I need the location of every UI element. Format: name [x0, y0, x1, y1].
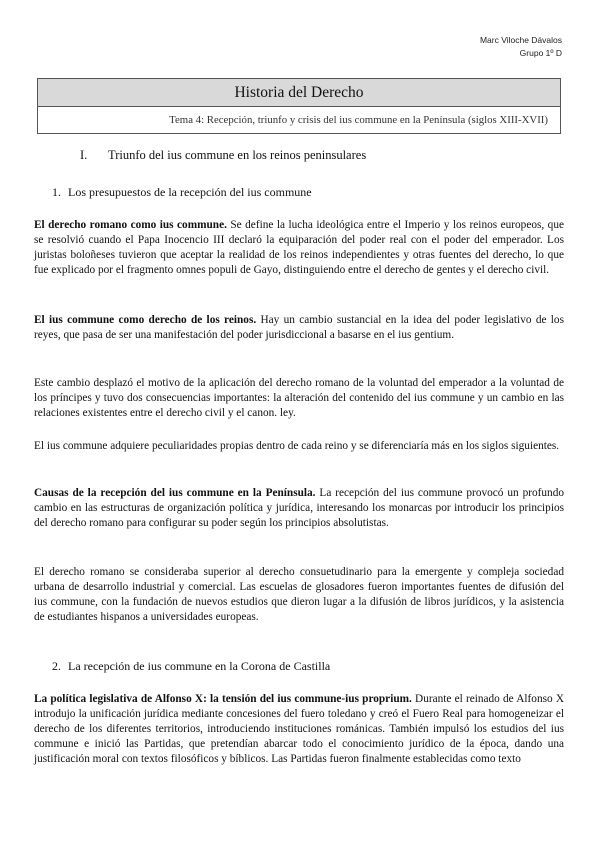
document-subtitle: Tema 4: Recepción, triunfo y crisis del ius commune en la Península (siglos XIII-XVII): [169, 114, 548, 126]
subsection-number: 2.: [52, 659, 61, 673]
section-number: I.: [80, 148, 88, 162]
paragraph-lead: El derecho romano como ius commune.: [34, 219, 227, 231]
paragraph-body: Durante el reinado de Alfonso X introdujo la unificación jurídica mediante concesiones del fuero toledano y creó el Fuero Real para homogeneizar el derecho de los diferentes territorios, introduciendo instituciones románicas. También impulsó los estudios del ius commune e inició las Partidas, que pretendían abarcar todo el conocimiento jurídico de la época, dando una justificación moral con textos filosóficos y bíblicos. Las Partidas fueron finalmente establecidas como texto: [34, 693, 564, 765]
title-box: [37, 78, 561, 134]
subsection-title: Los presupuestos de la recepción del ius commune: [68, 185, 312, 199]
paragraph-lead: La política legislativa de Alfonso X: la tensión del ius commune-ius proprium.: [34, 693, 412, 705]
subsection-number: 1.: [52, 185, 61, 199]
author-block: [480, 34, 562, 60]
paragraph-body: El ius commune adquiere peculiaridades propias dentro de cada reino y se diferenciaría más en los siglos siguientes.: [34, 440, 560, 452]
paragraph-body: La recepción del ius commune provocó un profundo cambio en las estructuras de organización política y jurídica, interesando los monarcas por introducir los principios del derecho romano para configurar su poder según los principios absolutistas.: [34, 487, 564, 529]
paragraph-lead: Causas de la recepción del ius commune en la Península.: [34, 487, 316, 499]
paragraph-lead: El ius commune como derecho de los reinos.: [34, 314, 257, 326]
section-heading: [80, 148, 366, 163]
paragraph-3: [34, 376, 564, 421]
group-label: Grupo 1º D: [519, 48, 562, 58]
paragraph-4: [34, 439, 564, 454]
paragraph-body: Este cambio desplazó el motivo de la aplicación del derecho romano de la voluntad del emperador a la voluntad de los príncipes y tuvo dos consecuencias importantes: la alteración del contenido del ius commune y un cambio en las relaciones existentes entre el derecho civil y el canon. ley.: [34, 377, 564, 419]
author-name: Marc Viloche Dávalos: [479, 35, 562, 45]
paragraph-7: [34, 692, 564, 767]
paragraph-2: [34, 313, 564, 343]
subsection-heading-2: [52, 659, 330, 674]
paragraph-body: Se define la lucha ideológica entre el Imperio y los reinos europeos, que se resolvió cuando el Papa Inocencio III declaró la equiparación del poder real con el poder del emperador. Los juristas boloñeses tuvieron que aceptar la realidad de los reinos independientes y otras fuentes del derecho, lo que fue explicado por el fragmento omnes populi de Gayo, distinguiendo entre el derecho de gentes y el derecho civil.: [34, 219, 564, 276]
section-title: Triunfo del ius commune en los reinos peninsulares: [108, 148, 367, 162]
document-title: Historia del Derecho: [38, 79, 560, 107]
paragraph-body: El derecho romano se consideraba superior al derecho consuetudinario para la emergente y compleja sociedad urbana de desarrollo industrial y comercial. Las escuelas de glosadores fueron importantes fuentes de difusión del ius commune, con la fundación de nuevos estudios que dieron lugar a la difusión de libros jurídicos, y la asistencia de estudiantes hispanos a universidades europeas.: [34, 566, 564, 623]
paragraph-body: Hay un cambio sustancial en la idea del poder legislativo de los reyes, que pasa de ser una manifestación del poder jurisdiccional a basarse en el ius gentium.: [34, 314, 564, 341]
subsection-heading-1: [52, 185, 312, 200]
paragraph-5: [34, 486, 564, 531]
paragraph-1: [34, 218, 564, 278]
subsection-title: La recepción de ius commune en la Corona de Castilla: [68, 659, 331, 673]
paragraph-6: [34, 565, 564, 625]
